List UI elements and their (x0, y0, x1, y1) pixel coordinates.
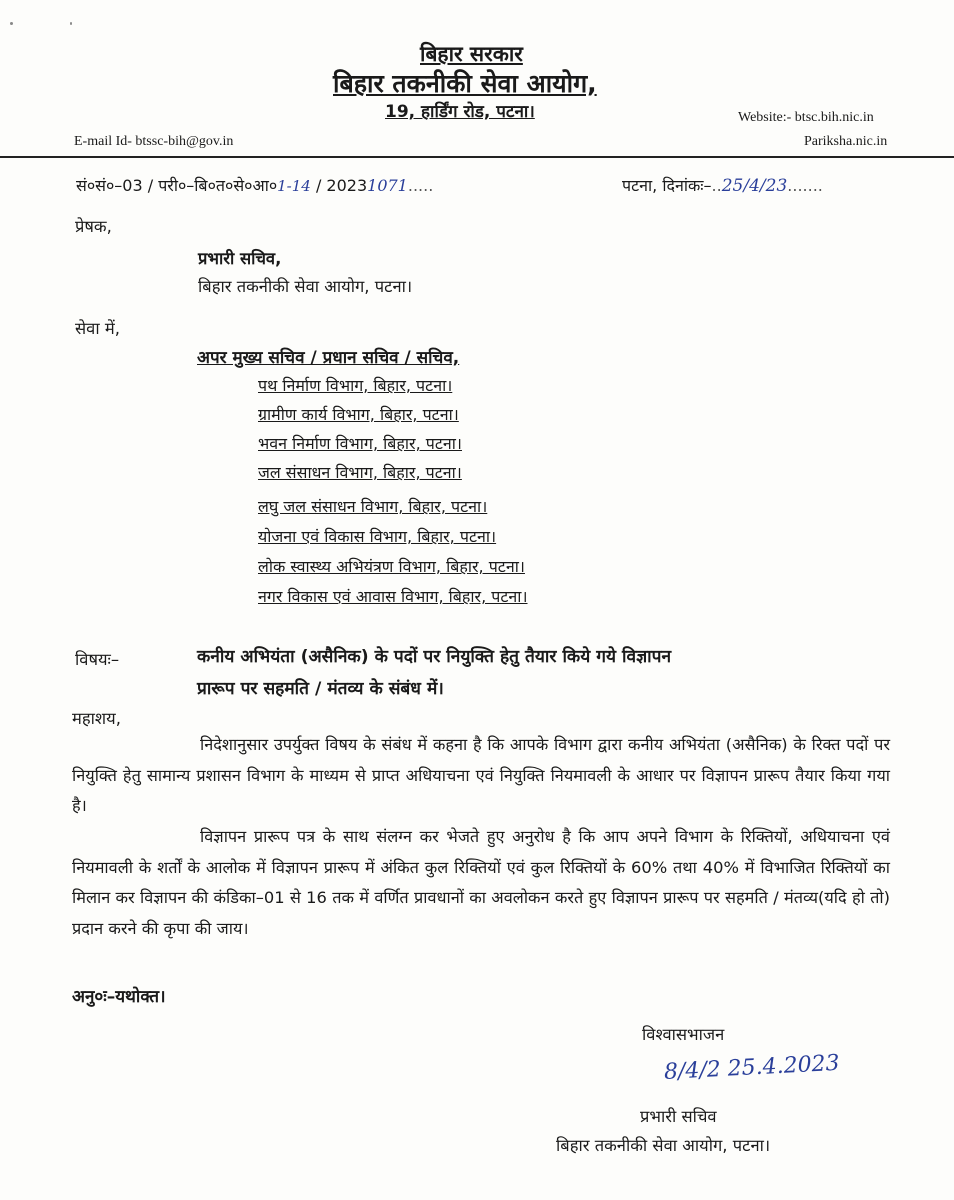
closing-regards: विश्वासभाजन (642, 1025, 725, 1044)
pariksha-website-text: Pariksha.nic.in (804, 134, 888, 149)
email-text: E-mail Id- btssc-bih@gov.in (74, 134, 234, 149)
organisation-title: बिहार तकनीकी सेवा आयोग, (333, 69, 597, 98)
recipient-title: अपर मुख्य सचिव / प्रधान सचिव / सचिव, (197, 348, 460, 368)
sender-label: प्रेषक, (75, 217, 112, 236)
subject-label: विषयः– (75, 650, 120, 669)
scan-speck (70, 22, 72, 25)
subject-line-1: कनीय अभियंता (असैनिक) के पदों पर नियुक्ति हेतु तैयार किये गये विज्ञापन (197, 647, 672, 667)
handwritten-signature: 8/4/2 25.4.2023 (663, 1050, 841, 1085)
sender-title: प्रभारी सचिव, (198, 249, 282, 268)
body-paragraph-1: निदेशानुसार उपर्युक्त विषय के संबंध में कहना है कि आपके विभाग द्वारा कनीय अभियंता (असैनिक) के रिक्त पदों पर नियुक्ति हेतु सामान्य प्रशासन विभाग के माध्यम से प्राप्त अधियाचना एवं नियुक्ति नियमावली के आधार पर विज्ञापन प्रारूप तैयार किया गया है। (72, 735, 890, 815)
department-item: नगर विकास एवं आवास विभाग, बिहार, पटना। (258, 587, 528, 606)
subject-line-2: प्रारूप पर सहमति / मंतव्य के संबंध में। (197, 679, 444, 699)
department-item: जल संसाधन विभाग, बिहार, पटना। (258, 463, 462, 482)
handwritten-file-number: 1-14 (277, 177, 311, 195)
header-divider (0, 156, 954, 158)
signatory-office: बिहार तकनीकी सेवा आयोग, पटना। (556, 1136, 771, 1155)
department-item: योजना एवं विकास विभाग, बिहार, पटना। (258, 527, 497, 546)
place-date-label: पटना, दिनांकः– (622, 176, 712, 195)
government-title: बिहार सरकार (420, 42, 523, 66)
reference-year: / 2023 (315, 176, 368, 195)
reference-number: सं०सं०–03 / परी०–बि०त०से०आ०1-14 / 20231071..... (76, 176, 434, 195)
recipient-label: सेवा में, (75, 319, 120, 338)
department-item: पथ निर्माण विभाग, बिहार, पटना। (258, 376, 453, 395)
department-item: ग्रामीण कार्य विभाग, बिहार, पटना। (258, 405, 459, 424)
salutation: महाशय, (72, 709, 121, 728)
handwritten-letter-number: 1071 (367, 176, 408, 195)
organisation-address: 19, हार्डिंग रोड, पटना। (385, 102, 535, 122)
signatory-designation: प्रभारी सचिव (640, 1107, 717, 1126)
reference-prefix: सं०सं०–03 / परी०–बि०त०से०आ० (76, 176, 278, 195)
department-item: लोक स्वास्थ्य अभियंत्रण विभाग, बिहार, पटना। (258, 557, 525, 576)
sender-office: बिहार तकनीकी सेवा आयोग, पटना। (198, 277, 413, 296)
handwritten-date: 25/4/23 (721, 176, 788, 196)
enclosure-note: अनु०ः–यथोक्त। (72, 987, 166, 1007)
department-item: लघु जल संसाधन विभाग, बिहार, पटना। (258, 497, 488, 516)
website-text: Website:- btsc.bih.nic.in (738, 110, 874, 125)
place-date: पटना, दिनांकः–..25/4/23....... (622, 176, 823, 196)
body-paragraph-2: विज्ञापन प्रारूप पत्र के साथ संलग्न कर भेजते हुए अनुरोध है कि आप अपने विभाग के रिक्तियों, अधियाचना एवं नियमावली के शर्तों के आलोक में विज्ञापन प्रारूप में अंकित कुल रिक्तियों एवं कुल रिक्तियों के 60% तथा 40% में विभाजित रिक्तियों का मिलान कर विज्ञापन की कंडिका–01 से 16 तक में वर्णित प्रावधानों का अवलोकन करते हुए विज्ञापन प्रारूप पर सहमति / मंतव्य(यदि हो तो) प्रदान करने की कृपा की जाय। (72, 827, 890, 938)
scan-speck (10, 22, 13, 25)
department-item: भवन निर्माण विभाग, बिहार, पटना। (258, 434, 462, 453)
